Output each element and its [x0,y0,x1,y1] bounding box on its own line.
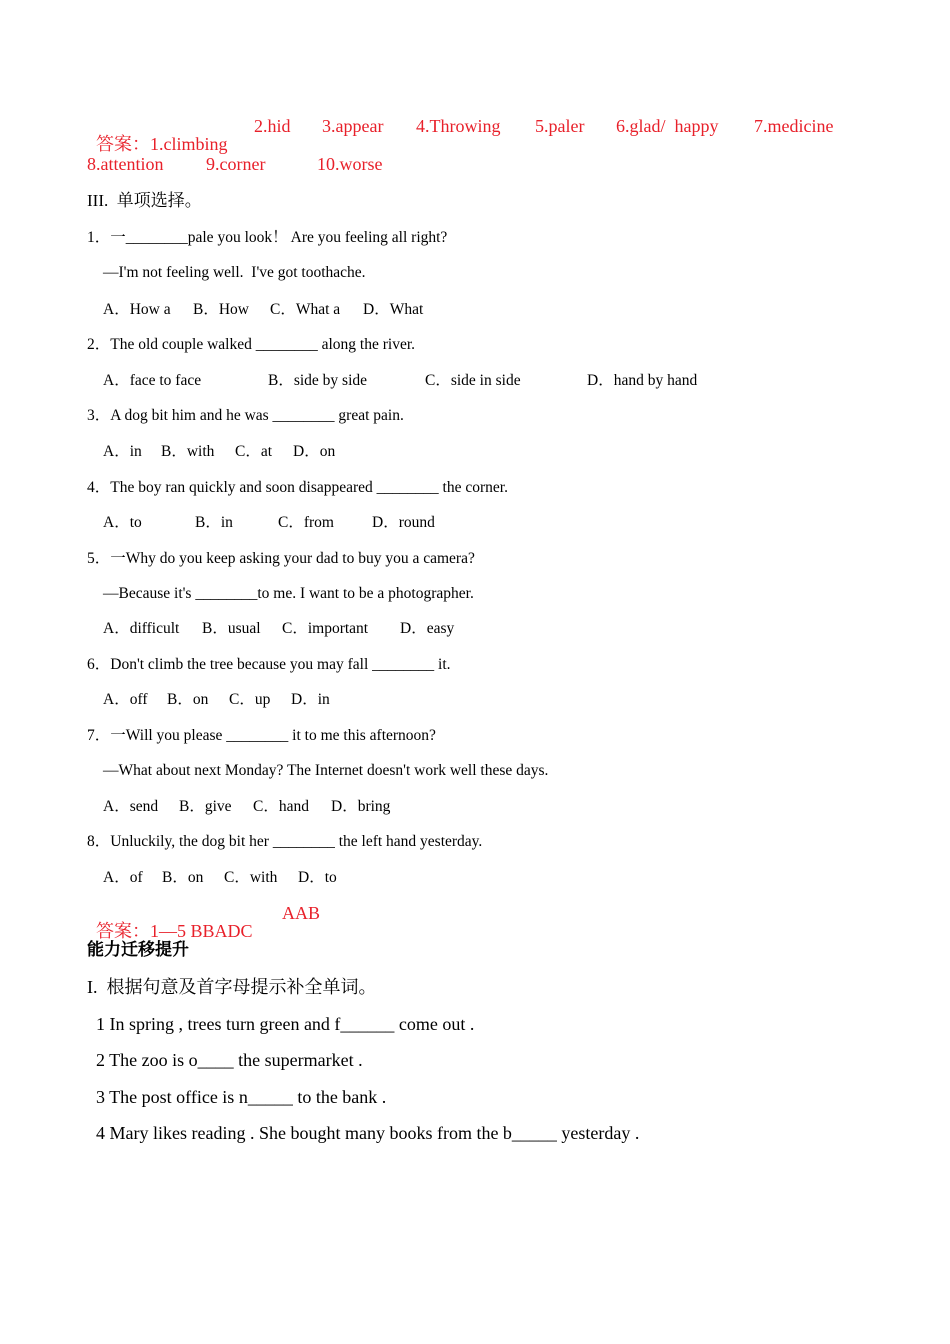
question-reply: —Because it's ________to me. I want to be a photographer. [103,585,474,602]
option-b: B．How [193,301,249,318]
option-a: A．difficult [103,620,180,637]
option-c: C．important [282,620,369,637]
option-b: B．usual [202,620,261,637]
option-c: C．at [235,443,273,460]
option-d: D．on [293,443,336,460]
option-a: A．in [103,443,142,460]
answer-item: 4.Throwing [416,116,501,136]
option-c: C．What a [270,301,341,318]
option-d: D．in [291,691,330,708]
question-stem: 5．一Why do you keep asking your dad to buy you a camera? [87,550,475,567]
answer-label: 答案： [96,134,150,154]
option-b: B．with [161,443,215,460]
exercise-item: 3 The post office is n_____ to the bank . [96,1087,387,1107]
question-stem: 4．The boy ran quickly and soon disappeared ________ the corner. [87,479,508,496]
question-stem: 8．Unluckily, the dog bit her ________ the left hand yesterday. [87,833,483,850]
option-d: D．What [363,301,424,318]
option-d: D．hand by hand [587,372,698,389]
option-c: C．side in side [425,372,521,389]
question-stem: 1．一________pale you look！ Are you feeling all right? [87,229,448,246]
option-b: B．in [195,514,233,531]
section-heading: III. 单项选择。 [87,191,202,210]
option-b: B．side by side [268,372,368,389]
option-d: D．bring [331,798,391,815]
question-stem: 3．A dog bit him and he was ________ great pain. [87,407,404,424]
option-b: B．on [167,691,209,708]
answer-item: 1.climbing [150,134,228,154]
answer-item: 6.glad/ happy [616,116,719,136]
option-c: C．from [278,514,334,531]
option-b: B．give [179,798,232,815]
option-a: A．of [103,869,143,886]
option-c: C．hand [253,798,309,815]
option-d: D．to [298,869,337,886]
exercise-item: 4 Mary likes reading . She bought many books from the b_____ yesterday . [96,1123,640,1143]
answer-row-2 [87,904,253,940]
answer-item: 7.medicine [754,116,834,136]
answer-item: 5.paler [535,116,585,136]
answer-item: 2.hid [254,116,291,136]
exercise-item: 1 In spring , trees turn green and f______ come out . [96,1014,475,1034]
section-title: 能力迁移提升 [87,940,189,960]
question-reply: —What about next Monday? The Internet doesn't work well these days. [103,762,549,779]
answer-item: 8.attention [87,154,164,174]
option-a: A．How a [103,301,171,318]
option-b: B．on [162,869,204,886]
answer-item: 9.corner [206,154,266,174]
option-a: A．face to face [103,372,202,389]
question-reply: —I'm not feeling well. I've got toothache. [103,264,366,281]
section-heading: I. 根据句意及首字母提示补全单词。 [87,977,377,997]
question-stem: 7．一Will you please ________ it to me this afternoon? [87,727,436,744]
answer-label: 答案： [96,921,150,941]
option-a: A．to [103,514,142,531]
answer-item: 10.worse [317,154,383,174]
option-a: A．send [103,798,159,815]
question-stem: 6．Don't climb the tree because you may fall ________ it. [87,656,451,673]
option-c: C．with [224,869,278,886]
option-d: D．round [372,514,435,531]
question-stem: 2．The old couple walked ________ along the river. [87,336,416,353]
option-c: C．up [229,691,271,708]
answer-row-1 [87,117,228,153]
answer-item: AAB [282,903,321,923]
option-a: A．off [103,691,148,708]
exercise-item: 2 The zoo is o____ the supermarket . [96,1050,363,1070]
answer-item: 1—5 BBADC [150,921,253,941]
option-d: D．easy [400,620,455,637]
answer-item: 3.appear [322,116,384,136]
